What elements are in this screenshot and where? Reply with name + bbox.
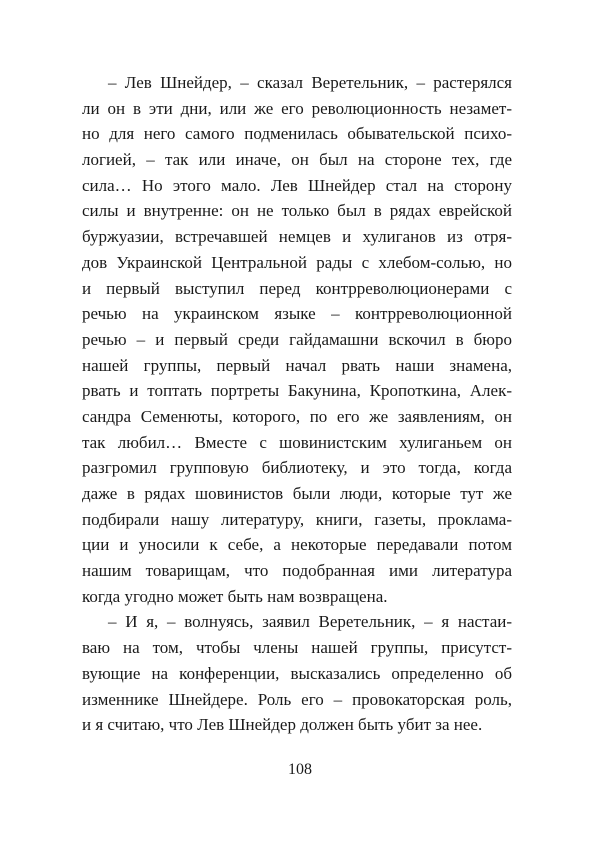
text-line: – И я, – волнуясь, заявил Веретельник, – я настаи- <box>108 612 512 632</box>
text-line: сила… Но этого мало. Лев Шнейдер стал на сторону <box>82 175 512 195</box>
text-line: вующие на конференции, высказались определенно об <box>82 663 512 683</box>
paragraph-2 <box>82 609 512 737</box>
text-line: ли он в эти дни, или же его революционность незамет- <box>82 98 512 118</box>
text-line: речью на украинском языке – контрреволюционной <box>82 304 512 324</box>
paragraph-1 <box>82 70 512 609</box>
text-line: так любил… Вместе с шовинистским хулиганьем он <box>82 432 512 452</box>
text-line: и я считаю, что Лев Шнейдер должен быть убит за нее. <box>82 715 483 735</box>
text-line: когда угодно может быть нам возвращена. <box>82 586 388 606</box>
text-line: даже в рядах шовинистов были люди, которые тут же <box>82 484 512 503</box>
text-line: но для него самого подменилась обывательской психо- <box>82 124 512 144</box>
text-line: логией, – так или иначе, он был на стороне тех, где <box>82 150 512 170</box>
text-line: разгромил групповую библиотеку, и это тогда, когда <box>82 458 512 478</box>
page-number: 108 <box>288 761 312 778</box>
text-line: силы и внутренне: он не только был в рядах еврейской <box>82 201 512 221</box>
text-line: рвать и топтать портреты Бакунина, Кропоткина, Алек- <box>82 381 512 401</box>
text-line: сандра Семенюты, которого, по его же заявлениям, он <box>82 406 512 426</box>
text-line: буржуазии, встречавшей немцев и хулиганов из отря- <box>82 227 512 247</box>
body-text <box>82 70 512 738</box>
text-line: ваю на том, чтобы члены нашей группы, присутст- <box>82 638 512 658</box>
text-line: речью – и первый среди гайдамашни вскочил в бюро <box>82 329 512 349</box>
text-line: изменнике Шнейдере. Роль его – провокаторская роль, <box>82 689 512 709</box>
text-line: и первый выступил перед контрреволюционерами с <box>82 278 512 298</box>
text-line: – Лев Шнейдер, – сказал Веретельник, – растерялся <box>108 73 512 92</box>
text-line: ции и уносили к себе, а некоторые передавали потом <box>82 535 512 555</box>
text-line: подбирали нашу литературу, книги, газеты, проклама- <box>82 509 512 529</box>
text-line: нашей группы, первый начал рвать наши знамена, <box>82 355 512 375</box>
text-line: нашим товарищам, что подобранная ими литература <box>82 561 512 581</box>
text-line: дов Украинской Центральной рады с хлебом-солью, но <box>82 252 512 272</box>
